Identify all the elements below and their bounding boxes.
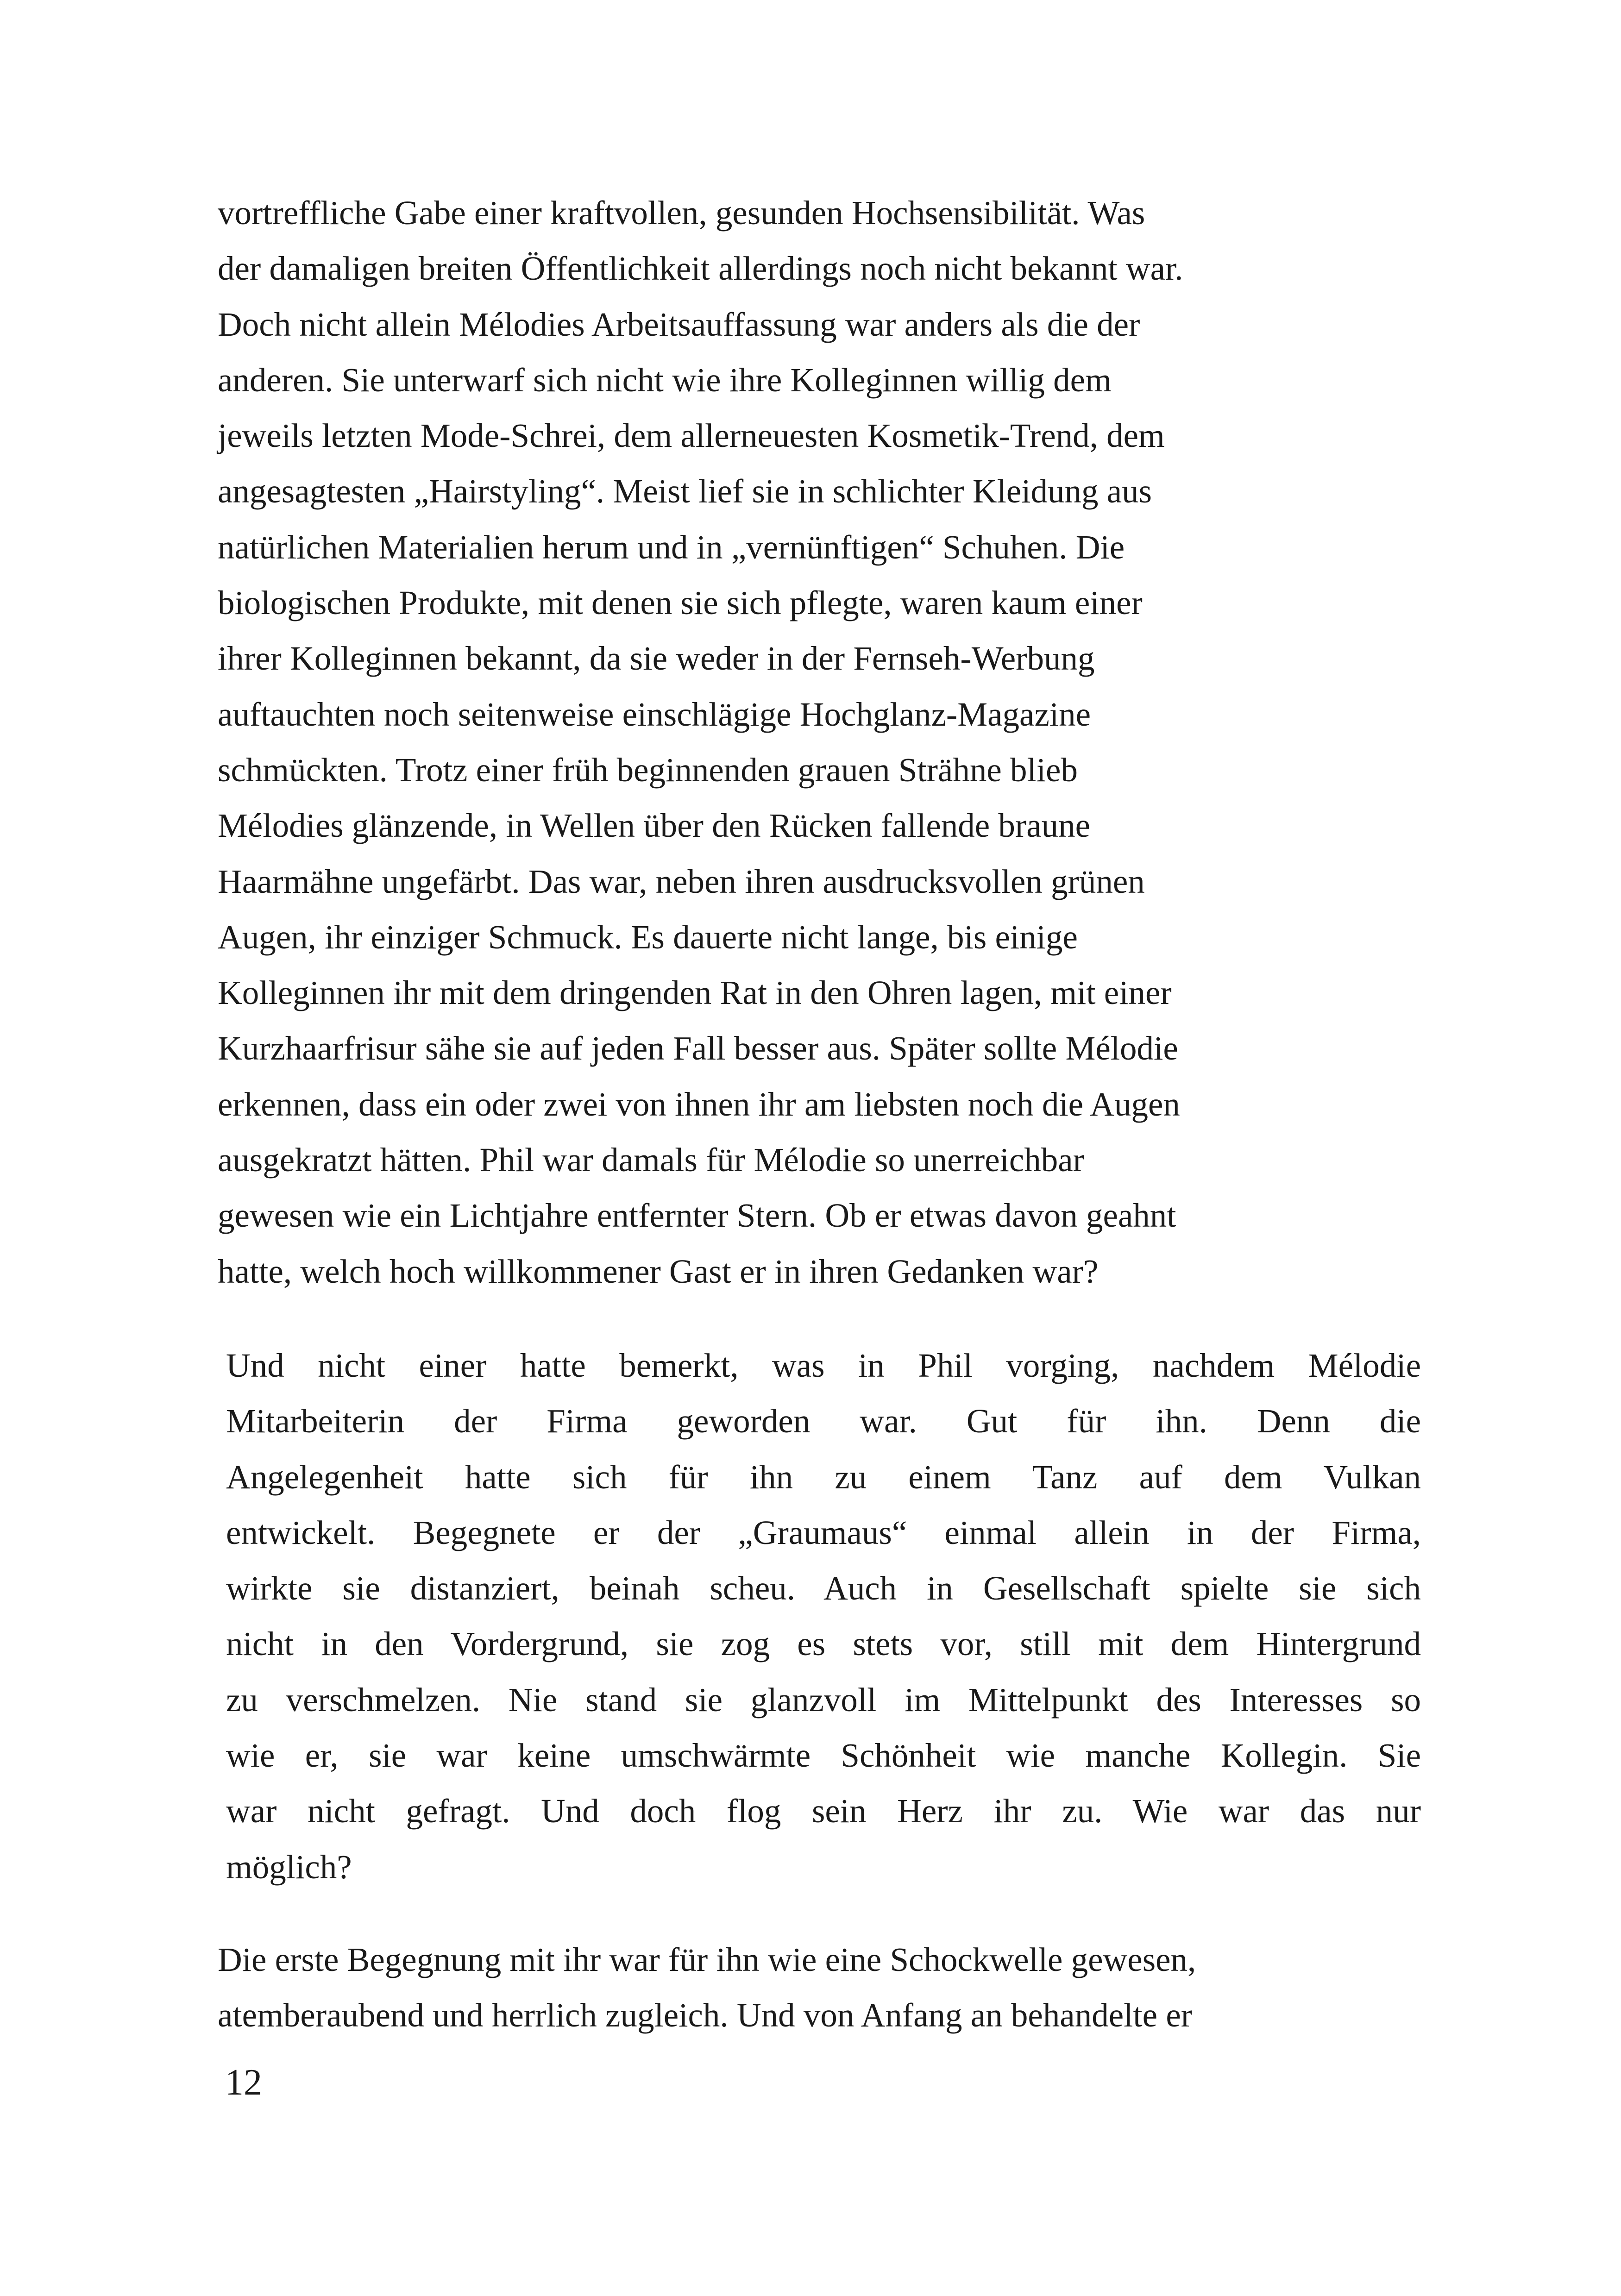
text-line: zu verschmelzen. Nie stand sie glanzvoll im Mittelpunkt des Interesses so bbox=[226, 1681, 1421, 1719]
text-line: Kurzhaarfrisur sähe sie auf jeden Fall besser aus. Später sollte Mélodie bbox=[218, 1029, 1178, 1067]
text-line: Und nicht einer hatte bemerkt, was in Phil vorging, nachdem Mélodie bbox=[226, 1347, 1421, 1384]
paragraph-1 bbox=[218, 185, 1422, 1299]
text-line: Die erste Begegnung mit ihr war für ihn wie eine Schockwelle gewesen, bbox=[218, 1941, 1196, 1978]
text-line: natürlichen Materialien herum und in „vernünftigen“ Schuhen. Die bbox=[218, 528, 1125, 566]
text-line: angesagtesten „Hairstyling“. Meist lief sie in schlichter Kleidung aus bbox=[218, 472, 1152, 510]
text-line: entwickelt. Begegnete er der „Graumaus“ einmal allein in der Firma, bbox=[226, 1513, 1421, 1551]
paragraph-2 bbox=[226, 1338, 1421, 1895]
text-line: Mitarbeiterin der Firma geworden war. Gut für ihn. Denn die bbox=[226, 1402, 1421, 1440]
text-line: biologischen Produkte, mit denen sie sich pflegte, waren kaum einer bbox=[218, 584, 1143, 622]
text-line: Kolleginnen ihr mit dem dringenden Rat in den Ohren lagen, mit einer bbox=[218, 974, 1172, 1012]
text-line: schmückten. Trotz einer früh beginnenden grauen Strähne blieb bbox=[218, 751, 1078, 789]
text-line: wie er, sie war keine umschwärmte Schönheit wie manche Kollegin. Sie bbox=[226, 1737, 1421, 1775]
text-line: anderen. Sie unterwarf sich nicht wie ihre Kolleginnen willig dem bbox=[218, 361, 1112, 399]
text-line: hatte, welch hoch willkommener Gast er in ihren Gedanken war? bbox=[218, 1252, 1099, 1290]
text-line: möglich? bbox=[226, 1848, 352, 1886]
text-line: der damaligen breiten Öffentlichkeit allerdings noch nicht bekannt war. bbox=[218, 250, 1183, 288]
text-line: wirkte sie distanziert, beinah scheu. Auch in Gesellschaft spielte sie sich bbox=[226, 1569, 1421, 1607]
text-line: nicht in den Vordergrund, sie zog es stets vor, still mit dem Hintergrund bbox=[226, 1625, 1421, 1663]
text-line: Augen, ihr einziger Schmuck. Es dauerte nicht lange, bis einige bbox=[218, 918, 1078, 956]
paragraph-3 bbox=[218, 1932, 1422, 2044]
text-line: erkennen, dass ein oder zwei von ihnen ihr am liebsten noch die Augen bbox=[218, 1085, 1180, 1123]
text-line: gewesen wie ein Lichtjahre entfernter Stern. Ob er etwas davon geahnt bbox=[218, 1197, 1176, 1235]
text-line: Angelegenheit hatte sich für ihn zu einem Tanz auf dem Vulkan bbox=[226, 1458, 1421, 1496]
text-line: jeweils letzten Mode-Schrei, dem allerneuesten Kosmetik-Trend, dem bbox=[218, 417, 1165, 455]
text-line: Doch nicht allein Mélodies Arbeitsauffassung war anders als die der bbox=[218, 305, 1140, 343]
text-line: auftauchten noch seitenweise einschlägige Hochglanz-Magazine bbox=[218, 695, 1091, 733]
text-line: atemberaubend und herrlich zugleich. Und von Anfang an behandelte er bbox=[218, 1996, 1193, 2034]
text-line: Mélodies glänzende, in Wellen über den Rücken fallende braune bbox=[218, 807, 1090, 845]
text-line: vortreffliche Gabe einer kraftvollen, gesunden Hochsensibilität. Was bbox=[218, 194, 1145, 232]
text-line: Haarmähne ungefärbt. Das war, neben ihren ausdrucksvollen grünen bbox=[218, 862, 1145, 900]
text-line: ausgekratzt hätten. Phil war damals für Mélodie so unerreichbar bbox=[218, 1141, 1084, 1179]
text-line: ihrer Kolleginnen bekannt, da sie weder in der Fernseh-Werbung bbox=[218, 640, 1095, 678]
page-number: 12 bbox=[225, 2062, 262, 2103]
text-line: war nicht gefragt. Und doch flog sein Herz ihr zu. Wie war das nur bbox=[226, 1792, 1421, 1830]
